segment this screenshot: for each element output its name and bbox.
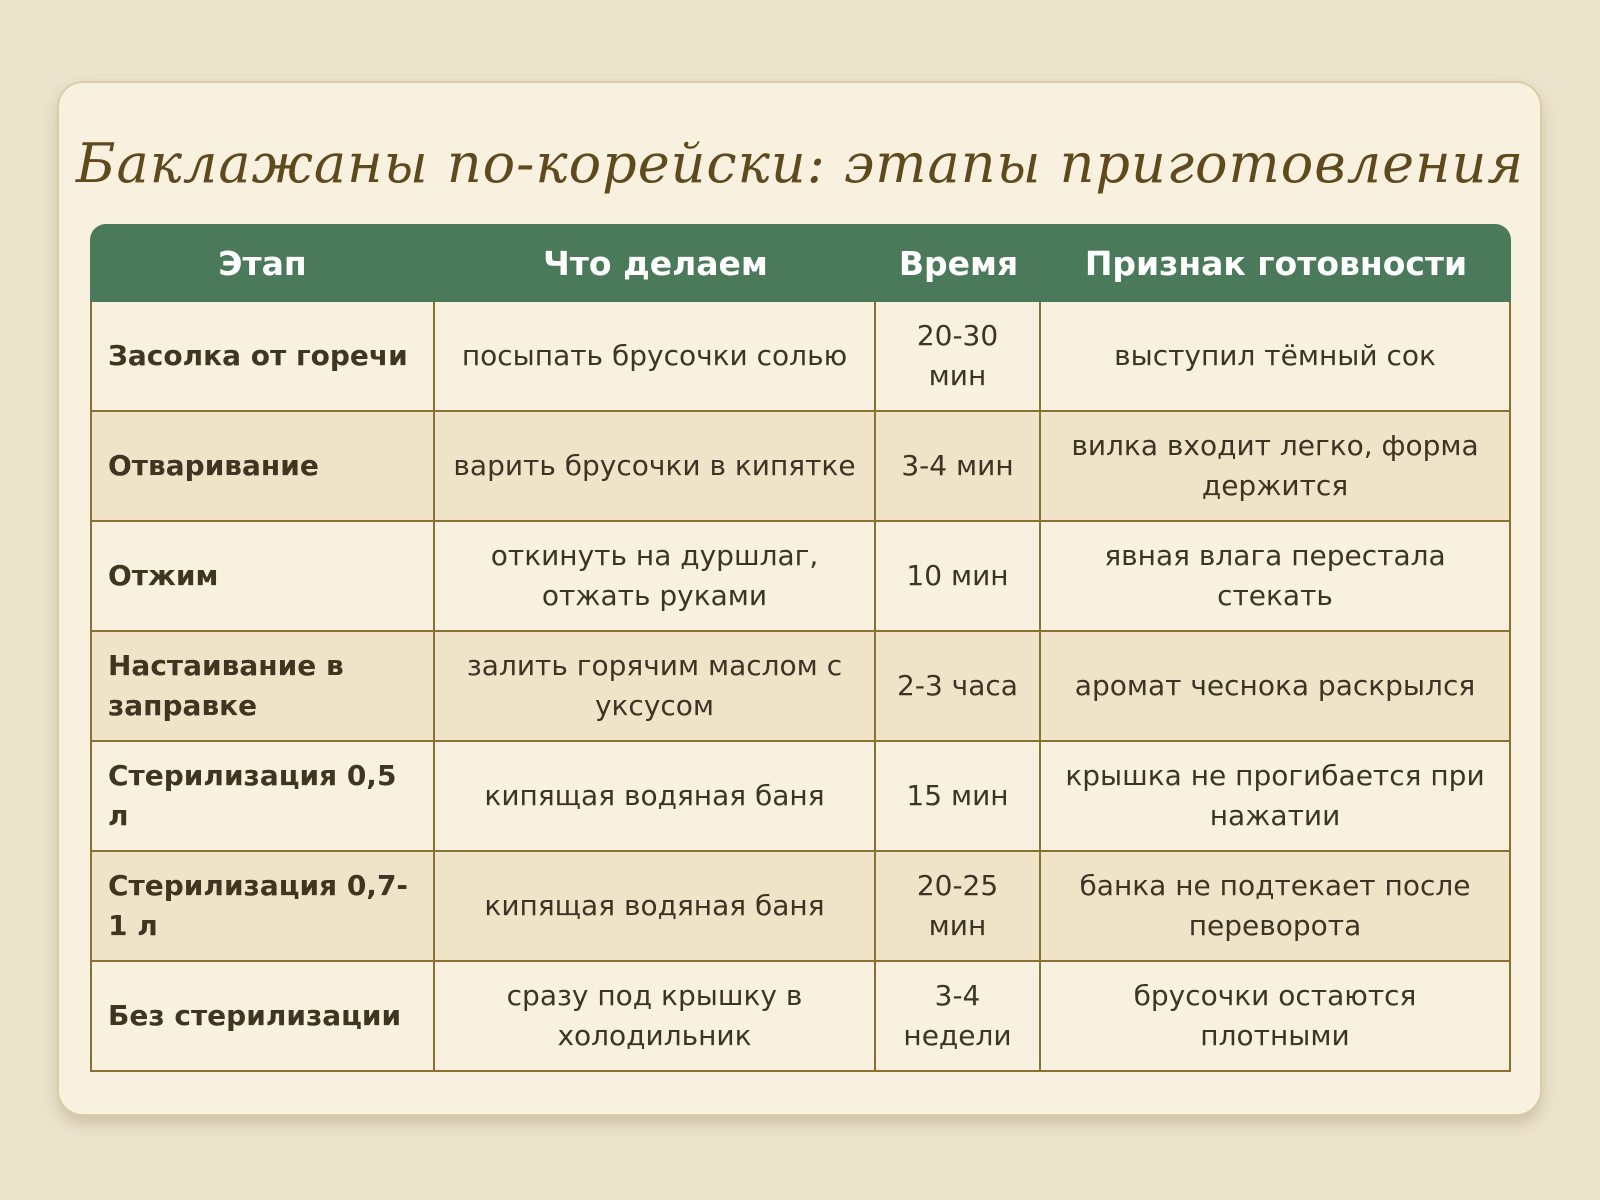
table-row bbox=[90, 412, 1511, 522]
table-row bbox=[90, 302, 1511, 412]
header-readiness: Признак готовности bbox=[1041, 224, 1511, 302]
table-row bbox=[90, 742, 1511, 852]
cell-stage: Засолка от горечи bbox=[90, 302, 435, 412]
table-row bbox=[90, 852, 1511, 962]
cell-action: откинуть на дуршлаг, отжать руками bbox=[435, 522, 876, 632]
cell-action: кипящая водяная баня bbox=[435, 742, 876, 852]
table-row bbox=[90, 632, 1511, 742]
table-header-row bbox=[90, 224, 1511, 302]
cell-action: посыпать брусочки солью bbox=[435, 302, 876, 412]
header-stage: Этап bbox=[90, 224, 435, 302]
cell-readiness: выступил тёмный сок bbox=[1041, 302, 1511, 412]
cell-readiness: вилка входит легко, форма держится bbox=[1041, 412, 1511, 522]
header-action: Что делаем bbox=[435, 224, 876, 302]
cell-time: 20-30 мин bbox=[876, 302, 1041, 412]
cell-time: 3-4 мин bbox=[876, 412, 1041, 522]
page-title: Баклажаны по-корейски: этапы приготовления bbox=[75, 132, 1525, 195]
cell-time: 2-3 часа bbox=[876, 632, 1041, 742]
cell-action: залить горячим маслом с уксусом bbox=[435, 632, 876, 742]
stages-table bbox=[90, 224, 1511, 1072]
cell-time: 20-25 мин bbox=[876, 852, 1041, 962]
table-row bbox=[90, 962, 1511, 1072]
cell-stage: Без стерилизации bbox=[90, 962, 435, 1072]
cell-stage: Стерилизация 0,7-1 л bbox=[90, 852, 435, 962]
table-row bbox=[90, 522, 1511, 632]
cell-readiness: аромат чеснока раскрылся bbox=[1041, 632, 1511, 742]
cell-action: варить брусочки в кипятке bbox=[435, 412, 876, 522]
cell-action: сразу под крышку в холодильник bbox=[435, 962, 876, 1072]
cell-time: 3-4 недели bbox=[876, 962, 1041, 1072]
cell-readiness: брусочки остаются плотными bbox=[1041, 962, 1511, 1072]
cell-stage: Стерилизация 0,5 л bbox=[90, 742, 435, 852]
cell-time: 15 мин bbox=[876, 742, 1041, 852]
header-time: Время bbox=[876, 224, 1041, 302]
cell-stage: Отваривание bbox=[90, 412, 435, 522]
cell-action: кипящая водяная баня bbox=[435, 852, 876, 962]
cell-readiness: банка не подтекает после переворота bbox=[1041, 852, 1511, 962]
cell-time: 10 мин bbox=[876, 522, 1041, 632]
cell-readiness: крышка не прогибается при нажатии bbox=[1041, 742, 1511, 852]
cell-stage: Отжим bbox=[90, 522, 435, 632]
cell-stage: Настаивание в заправке bbox=[90, 632, 435, 742]
cell-readiness: явная влага перестала стекать bbox=[1041, 522, 1511, 632]
